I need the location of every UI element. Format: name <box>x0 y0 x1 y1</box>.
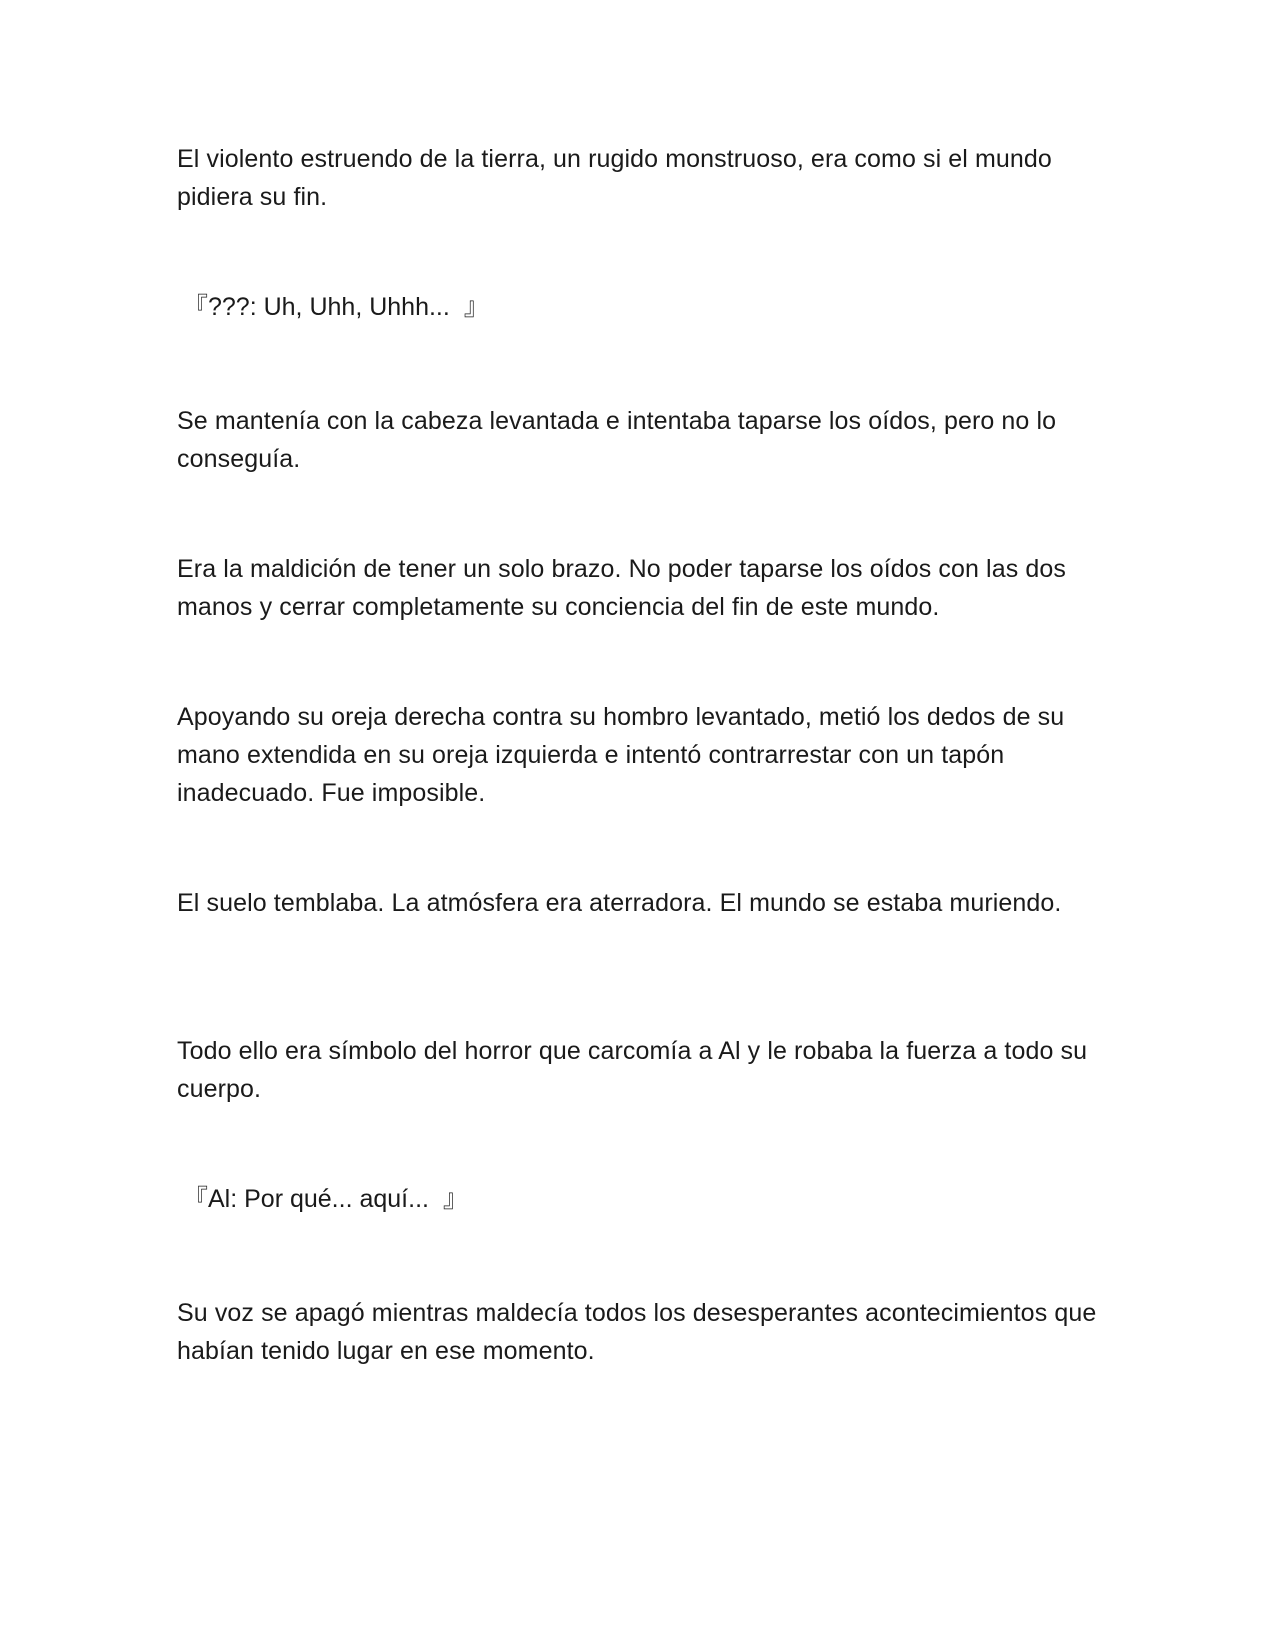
paragraph-6: Todo ello era símbolo del horror que carcomía a Al y le robaba la fuerza a todo su cuerpo. <box>177 1037 1088 1103</box>
paragraph-5: El suelo temblaba. La atmósfera era aterradora. El mundo se estaba muriendo. <box>177 889 1062 917</box>
paragraph-2: Se mantenía con la cabeza levantada e intentaba taparse los oídos, pero no lo conseguía. <box>177 407 1057 473</box>
paragraph-4: Apoyando su oreja derecha contra su hombro levantado, metió los dedos de su mano extendida en su oreja izquierda e intentó contrarrestar con un tapón inadecuado. Fue imposible. <box>177 703 1065 807</box>
paragraph-7: Su voz se apagó mientras maldecía todos los desesperantes acontecimientos que habían tenido lugar en ese momento. <box>177 1299 1097 1365</box>
dialogue-line-2: 『Al: Por qué... aquí... 』 <box>183 1185 468 1213</box>
paragraph-3: Era la maldición de tener un solo brazo. No poder taparse los oídos con las dos manos y cerrar completamente su conciencia del fin de este mundo. <box>177 555 1066 621</box>
paragraph-1: El violento estruendo de la tierra, un rugido monstruoso, era como si el mundo pidiera su fin. <box>177 145 1052 211</box>
dialogue-line-1: 『???: Uh, Uhh, Uhhh... 』 <box>183 293 489 321</box>
